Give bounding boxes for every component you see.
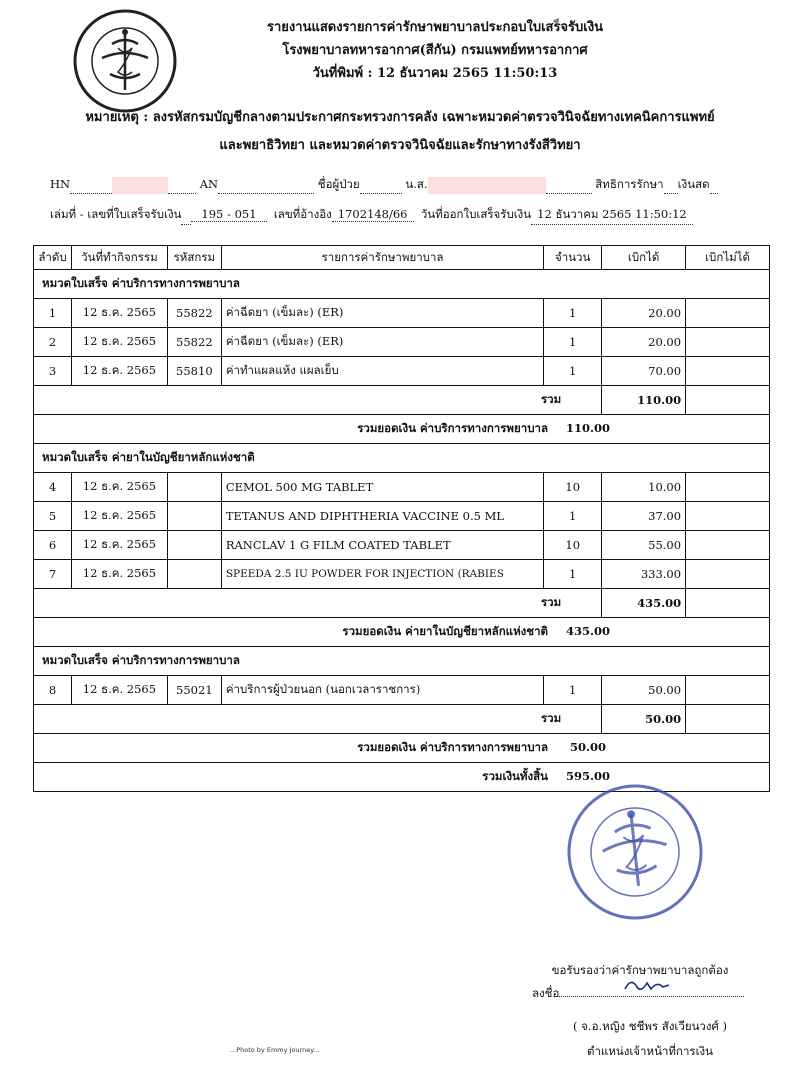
row-code: 55021	[167, 676, 221, 705]
section-total-label: รวมยอดเงิน ค่าบริการทางการพยาบาล	[357, 740, 548, 754]
certify-text: ขอรับรองว่าค่ารักษาพยาบาลถูกต้อง	[551, 963, 729, 977]
handwritten-signature	[619, 973, 679, 997]
section-total-value: 110.00	[565, 421, 610, 435]
grand-total-label: รวมเงินทั้งสิ้น	[482, 769, 548, 783]
signer-position: ตำแหน่งเจ้าหน้าที่การเงิน	[586, 1044, 713, 1058]
ref-value: 1702148/66	[332, 207, 414, 222]
row-item: SPEEDA 2.5 IU POWDER FOR INJECTION (RABIES	[221, 560, 543, 589]
book-value: 195 - 051	[191, 207, 266, 222]
row-non-claimable	[686, 299, 770, 328]
section-title: หมวดใบเสร็จ ค่าบริการทางการพยาบาล	[34, 270, 770, 299]
patient-label: ชื่อผู้ป่วย	[317, 177, 360, 191]
col-no: ลำดับ	[34, 246, 72, 270]
row-no: 6	[34, 531, 72, 560]
row-code	[167, 531, 221, 560]
row-non-claimable	[686, 676, 770, 705]
ref-label: เลขที่อ้างอิง	[273, 207, 332, 221]
row-item: ค่าฉีดยา (เข็มละ) (ER)	[221, 299, 543, 328]
subtotal-label: รวม	[34, 386, 602, 415]
row-code: 55822	[167, 299, 221, 328]
redacted-hn	[112, 177, 168, 194]
remark-line-2: และพยาธิวิทยา และหมวดค่าตรวจวินิจฉัยและรักษาทางรังสีวิทยา	[219, 138, 581, 153]
report-title: รายงานแสดงรายการค่ารักษาพยาบาลประกอบใบเสร็จรับเงิน	[267, 20, 603, 35]
hn-label: HN	[50, 177, 71, 191]
row-qty: 10	[544, 531, 602, 560]
table-row	[34, 473, 770, 502]
table-row	[34, 357, 770, 386]
col-claimable: เบิกได้	[602, 246, 686, 270]
section-total-row	[34, 734, 770, 763]
col-code: รหัสกรม	[167, 246, 221, 270]
section-total-label: รวมยอดเงิน ค่าบริการทางการพยาบาล	[357, 421, 548, 435]
row-qty: 1	[544, 299, 602, 328]
row-non-claimable	[686, 560, 770, 589]
row-no: 1	[34, 299, 72, 328]
subtotal-value: 110.00	[602, 386, 686, 415]
row-date: 12 ธ.ค. 2565	[71, 473, 167, 502]
row-amount: 333.00	[602, 560, 686, 589]
row-qty: 1	[544, 560, 602, 589]
grand-total-value: 595.00	[565, 769, 610, 783]
row-code: 55810	[167, 357, 221, 386]
row-amount: 20.00	[602, 328, 686, 357]
table-header	[34, 246, 770, 270]
row-amount: 37.00	[602, 502, 686, 531]
subtotal-empty	[686, 589, 770, 618]
row-code	[167, 502, 221, 531]
issue-value: 12 ธันวาคม 2565 11:50:12	[531, 206, 693, 225]
row-qty: 1	[544, 502, 602, 531]
remark	[20, 104, 780, 160]
row-non-claimable	[686, 531, 770, 560]
hospital-stamp	[558, 775, 712, 929]
row-no: 8	[34, 676, 72, 705]
row-date: 12 ธ.ค. 2565	[71, 299, 167, 328]
section-title: หมวดใบเสร็จ ค่ายาในบัญชียาหลักแห่งชาติ	[34, 444, 770, 473]
row-code: 55822	[167, 328, 221, 357]
row-date: 12 ธ.ค. 2565	[71, 328, 167, 357]
subtotal-row	[34, 589, 770, 618]
row-amount: 70.00	[602, 357, 686, 386]
rights-label: สิทธิการรักษา	[595, 177, 664, 191]
table-row	[34, 560, 770, 589]
rights-value: เงินสด	[677, 177, 710, 191]
row-code	[167, 560, 221, 589]
row-date: 12 ธ.ค. 2565	[71, 531, 167, 560]
table-row	[34, 531, 770, 560]
row-item: ค่าฉีดยา (เข็มละ) (ER)	[221, 328, 543, 357]
row-non-claimable	[686, 328, 770, 357]
col-non-claimable: เบิกไม่ได้	[686, 246, 770, 270]
sign-label: ลงชื่อ	[532, 986, 560, 1000]
row-item: ค่าบริการผู้ป่วยนอก (นอกเวลาราชการ)	[221, 676, 543, 705]
section-total-label: รวมยอดเงิน ค่ายาในบัญชียาหลักแห่งชาติ	[342, 624, 548, 638]
row-no: 2	[34, 328, 72, 357]
row-no: 7	[34, 560, 72, 589]
table-row	[34, 502, 770, 531]
row-qty: 1	[544, 676, 602, 705]
remark-line-1: หมายเหตุ : ลงรหัสกรมบัญชีกลางตามประกาศกระทรวงการคลัง เฉพาะหมวดค่าตรวจวินิจฉัยทางเทคนิคการแพทย์	[85, 110, 715, 125]
row-amount: 20.00	[602, 299, 686, 328]
signer-name: ( จ.อ.หญิง ชชีพร สังเวียนวงศ์ )	[573, 1019, 727, 1033]
row-date: 12 ธ.ค. 2565	[71, 357, 167, 386]
row-qty: 10	[544, 473, 602, 502]
print-date: วันที่พิมพ์ : 12 ธันวาคม 2565 11:50:13	[312, 66, 558, 81]
row-date: 12 ธ.ค. 2565	[71, 502, 167, 531]
issue-label: วันที่ออกใบเสร็จรับเงิน	[420, 207, 532, 221]
hospital-name: โรงพยาบาลทหารอากาศ(สีกัน) กรมแพทย์ทหารอากาศ	[282, 43, 588, 58]
report-header	[0, 16, 800, 85]
row-amount: 50.00	[602, 676, 686, 705]
row-item: ค่าทำแผลแห้ง แผลเย็บ	[221, 357, 543, 386]
patient-info-row	[50, 176, 718, 194]
col-item: รายการค่ารักษาพยาบาล	[221, 246, 543, 270]
signature-line	[532, 985, 762, 1003]
row-date: 12 ธ.ค. 2565	[71, 676, 167, 705]
subtotal-empty	[686, 386, 770, 415]
row-non-claimable	[686, 357, 770, 386]
subtotal-value: 50.00	[602, 705, 686, 734]
section-total-value: 50.00	[569, 740, 606, 754]
charges-table	[33, 245, 770, 792]
row-item: RANCLAV 1 G FILM COATED TABLET	[221, 531, 543, 560]
section-title: หมวดใบเสร็จ ค่าบริการทางการพยาบาล	[34, 647, 770, 676]
subtotal-label: รวม	[34, 705, 602, 734]
table-row	[34, 299, 770, 328]
row-qty: 1	[544, 328, 602, 357]
an-label: AN	[199, 177, 219, 191]
section-total-row	[34, 415, 770, 444]
book-label: เล่มที่ - เลขที่ใบเสร็จรับเงิน	[50, 207, 182, 221]
row-no: 5	[34, 502, 72, 531]
subtotal-row	[34, 386, 770, 415]
patient-prefix: น.ส.	[405, 177, 428, 191]
row-code	[167, 473, 221, 502]
col-date: วันที่ทำกิจกรรม	[71, 246, 167, 270]
row-amount: 10.00	[602, 473, 686, 502]
subtotal-label: รวม	[34, 589, 602, 618]
redacted-name	[428, 177, 546, 194]
table-row	[34, 676, 770, 705]
row-non-claimable	[686, 502, 770, 531]
subtotal-empty	[686, 705, 770, 734]
photo-credit: ...Photo by Emmy Journey...	[230, 1046, 320, 1054]
row-date: 12 ธ.ค. 2565	[71, 560, 167, 589]
section-total-row	[34, 618, 770, 647]
row-item: TETANUS AND DIPHTHERIA VACCINE 0.5 ML	[221, 502, 543, 531]
subtotal-row	[34, 705, 770, 734]
row-item: CEMOL 500 MG TABLET	[221, 473, 543, 502]
table-row	[34, 328, 770, 357]
row-qty: 1	[544, 357, 602, 386]
row-no: 3	[34, 357, 72, 386]
row-amount: 55.00	[602, 531, 686, 560]
col-qty: จำนวน	[544, 246, 602, 270]
row-non-claimable	[686, 473, 770, 502]
section-total-value: 435.00	[565, 624, 610, 638]
subtotal-value: 435.00	[602, 589, 686, 618]
receipt-info-row	[50, 206, 693, 225]
row-no: 4	[34, 473, 72, 502]
